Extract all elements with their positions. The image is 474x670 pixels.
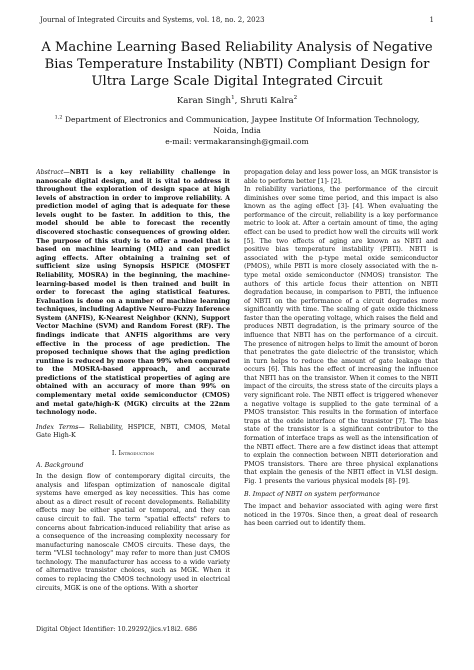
affiliation-line-1: $^{1,2}$ Department of Electronics and Communication, Jaypee Institute Of Information Technology, xyxy=(54,114,420,124)
affiliation xyxy=(40,114,434,147)
left-column xyxy=(36,169,230,625)
author-line xyxy=(40,96,434,106)
affiliation-line-2: Noida, India xyxy=(213,126,261,135)
author-2: Shruti Kalra xyxy=(240,96,294,106)
background-paragraph: In the design flow of contemporary digital circuits, the analysis and lifespan optimization of nanoscale digital systems have emerged as key necessities. This has come about as a direct result of recent developments. Reliability effects may be either spatial or temporal, and they can cause circuit to fail. The term "spatial effects" refers to concerns about fabrication-induced reliability that arise as a consequence of the increasing complexity necessary for manufacturing nanoscale CMOS circuits. These days, the term "VLSI technology" may refer to more than just CMOS technology. The manufacturer has access to a wide variety of alternative transistor choices, such as MGK. When it comes to replacing the CMOS technology used in electrical circuits, MGK is one of the options. With a shorter xyxy=(36,473,230,592)
abstract-label: Abstract— xyxy=(36,169,70,176)
author-2-mark: 2 xyxy=(293,95,298,102)
index-terms-text: Reliability, HSPICE, NBTI, CMOS, Metal Gate High-K xyxy=(36,423,230,440)
paper-title: A Machine Learning Based Reliability Analysis of Negative Bias Temperature Instability (NBTI) Compliant Design for Ultra Large Scale Digital Integrated Circuit xyxy=(41,40,433,89)
doi-footer: Digital Object Identifier: 10.29292/jics.v18i2. 686 xyxy=(36,625,198,633)
index-terms xyxy=(36,424,230,441)
author-1-mark: 1 xyxy=(231,95,235,102)
reliability-paragraph: In reliability variations, the performance of the circuit diminishes over some time period, and this impact is also known as the aging effect [3]- [4]. When evaluating the performance of the circuit, reliability is a key performance metric to look at. After a certain amount of time, the aging effect can be used to predict how well the circuits will work [5]. The two effects of aging are known as NBTI and positive bias temperature instability (PBTI). NBTI is associated with the p-type metal oxide semiconductor (PMOS), while PBTI is more closely associated with the n-type metal oxide semiconductor (NMOS) transistor. The authors of this article focus their attention on NBTI degradation because, in comparison to PBTI, the influence of NBTI on the performance of a circuit degrades more significantly with time. The scaling of gate oxide thickness faster than the operating voltage, which raises the field and produces NBTI degradation, is the primary source of the influence that NBTI has on the performance of a circuit. The presence of nitrogen helps to limit the amount of boron that penetrates the gate dielectric of the transistor, which in turn helps to reduce the amount of gate leakage that occurs [6]. This has the effect of increasing the influence that NBTI has on the transistor. When it comes to the NBTI impact of the circuits, the stress state of the circuits plays a very significant role. The NBTI effect is triggered whenever a negative voltage is supplied to the gate terminal of a PMOS transistor. This results in the formation of interface traps at the oxide interface of the transistor [7]. The bias state of the transistor is a significant contributor to the formation of interface traps as well as the intensification of the NBTI effect. There are a few distinct ideas that attempt to explain the connection between NBTI deterioration and PMOS transistors. There are three physical explanations that explain the genesis of the NBTI effect in VLSI design. Fig. 1 presents the various physical models [8]- [9]. xyxy=(244,186,438,485)
journal-header: Journal of Integrated Circuits and Systems, vol. 18, no. 2, 2023 xyxy=(40,16,265,24)
section-heading-introduction: I. Introduction xyxy=(111,449,155,457)
paragraph-continued: propagation delay and less power loss, an MGK transistor is able to perform better [1]- [2]. xyxy=(244,169,438,185)
abstract xyxy=(36,169,230,418)
running-header xyxy=(40,16,434,24)
subsection-heading-impact: B. Impact of NBTI on system performance xyxy=(244,491,380,499)
author-separator: , xyxy=(234,96,241,106)
author-1: Karan Singh xyxy=(176,96,232,106)
subsection-heading-background: A. Background xyxy=(36,461,84,469)
page-number: 1 xyxy=(429,16,434,24)
author-email: e-mail: vermakaransingh@gmail.com xyxy=(165,137,309,146)
right-column xyxy=(244,169,438,625)
impact-paragraph: The impact and behavior associated with aging were first noticed in the 1970s. Since then, a great deal of research has been carried out to identify them. xyxy=(244,502,438,528)
abstract-text: NBTI is a key reliability challenge in nanoscale digital design, and it is vital to address it throughout the exploration of design space at high levels of abstraction in order to improve reliability. A prediction model of aging that is adequate for these levels ought to be faster. In addition to this, the model should be able to forecast the recently discovered stochastic consequences of growing older. The purpose of this study is to offer a model that is based on machine learning (ML) and can predict aging effects. After obtaining a training set of sufficient size using Synopsis HSPICE (MOSFET Reliability, MOSRA) in the beginning, the machine-learning-based model is then trained and built in order to forecast the aging statistical features. Evaluation is done on a number of machine learning techniques, including Adaptive Neuro-Fuzzy Inference System (ANFIS), K-Nearest Neighbor (KNN), Support Vector Machine (SVM) and Random Forest (RF). The findings indicate that ANFIS algorithms are very effective in the process of age prediction. The proposed technique shows that the aging prediction runtime is reduced by more than 99% when compared to the MOSRA-based approach, and accurate predictions of the statistical properties of aging are obtained with an accuracy of more than 99% on complementary metal oxide semiconductor (CMOS) and metal gate/high-K (MGK) circuits at the 22nm technology node. xyxy=(36,169,230,417)
affiliation-mark: 1,2 xyxy=(54,114,63,121)
index-terms-label: Index Terms— xyxy=(36,423,85,431)
